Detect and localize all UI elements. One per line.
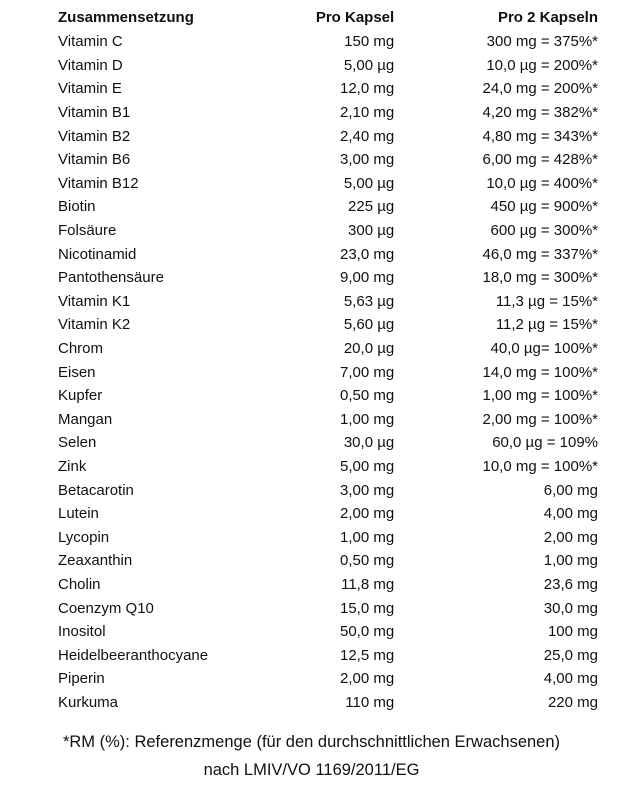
ingredient-name: Pantothensäure [58, 269, 164, 287]
ingredient-name: Cholin [58, 575, 101, 593]
nutrition-table-container [58, 4, 598, 714]
table-row [58, 172, 598, 196]
amount-per-capsule: 150 mg [344, 33, 395, 51]
ingredient-name: Inositol [58, 623, 106, 641]
ingredient-name: Lycopin [58, 528, 110, 546]
table-row [58, 219, 598, 243]
ingredient-name: Mangan [58, 410, 113, 428]
table-body [58, 30, 598, 714]
footnote [0, 728, 623, 784]
amount-per-2-capsules: 14,0 mg = 100%* [482, 363, 598, 381]
table-row [58, 384, 598, 408]
amount-per-capsule: 2,10 mg [340, 104, 395, 122]
amount-per-2-capsules: 1,00 mg = 100%* [482, 387, 598, 405]
amount-per-capsule: 12,5 mg [340, 646, 395, 664]
ingredient-name: Vitamin E [58, 80, 122, 98]
amount-per-2-capsules: 450 µg = 900%* [490, 198, 598, 216]
amount-per-2-capsules: 11,3 µg = 15%* [495, 292, 598, 310]
column-header-per-2-capsules: Pro 2 Kapseln [497, 8, 598, 26]
table-row [58, 30, 598, 54]
table-row [58, 431, 598, 455]
ingredient-name: Vitamin B6 [58, 151, 131, 169]
amount-per-capsule: 5,00 mg [340, 457, 395, 475]
table-row [58, 313, 598, 337]
column-header-composition: Zusammensetzung [58, 8, 194, 26]
ingredient-name: Nicotinamid [58, 245, 137, 263]
footnote-line-2: nach LMIV/VO 1169/2011/EG [203, 761, 420, 779]
amount-per-capsule: 3,00 mg [340, 481, 395, 499]
table-row [58, 360, 598, 384]
ingredient-name: Piperin [58, 670, 105, 688]
table-row [58, 455, 598, 479]
column-header-per-capsule: Pro Kapsel [315, 8, 395, 26]
table-row [58, 478, 598, 502]
table-row [58, 525, 598, 549]
amount-per-capsule: 50,0 mg [340, 623, 395, 641]
ingredient-name: Eisen [58, 363, 96, 381]
amount-per-2-capsules: 220 mg [547, 693, 598, 711]
table-row [58, 549, 598, 573]
nutrition-table [58, 4, 598, 714]
ingredient-name: Vitamin C [58, 33, 123, 51]
ingredient-name: Vitamin B1 [58, 104, 131, 122]
amount-per-capsule: 1,00 mg [340, 410, 395, 428]
ingredient-name: Lutein [58, 505, 99, 523]
ingredient-name: Vitamin D [58, 56, 123, 74]
amount-per-2-capsules: 4,80 mg = 343%* [482, 127, 598, 145]
table-row [58, 242, 598, 266]
table-row [58, 643, 598, 667]
table-row [58, 290, 598, 314]
table-row [58, 266, 598, 290]
amount-per-2-capsules: 10,0 µg = 200%* [486, 56, 598, 74]
amount-per-capsule: 1,00 mg [340, 528, 395, 546]
amount-per-capsule: 5,60 µg [343, 316, 395, 334]
amount-per-2-capsules: 100 mg [547, 623, 598, 641]
amount-per-capsule: 11,8 mg [341, 575, 395, 593]
table-row [58, 573, 598, 597]
amount-per-capsule: 7,00 mg [340, 363, 395, 381]
table-row [58, 667, 598, 691]
table-row [58, 337, 598, 361]
ingredient-name: Betacarotin [58, 481, 134, 499]
amount-per-2-capsules: 10,0 µg = 400%* [486, 174, 598, 192]
amount-per-2-capsules: 600 µg = 300%* [490, 222, 598, 240]
amount-per-capsule: 5,00 µg [343, 174, 395, 192]
amount-per-capsule: 23,0 mg [340, 245, 395, 263]
amount-per-2-capsules: 6,00 mg = 428%* [482, 151, 598, 169]
amount-per-capsule: 2,40 mg [340, 127, 395, 145]
amount-per-2-capsules: 23,6 mg [543, 575, 598, 593]
table-row [58, 620, 598, 644]
amount-per-capsule: 5,00 µg [343, 56, 395, 74]
table-row [58, 691, 598, 715]
ingredient-name: Kurkuma [58, 693, 119, 711]
amount-per-2-capsules: 2,00 mg [543, 528, 598, 546]
amount-per-capsule: 300 µg [348, 222, 395, 240]
amount-per-2-capsules: 6,00 mg [543, 481, 598, 499]
amount-per-capsule: 5,63 µg [343, 292, 395, 310]
ingredient-name: Zeaxanthin [58, 552, 133, 570]
amount-per-capsule: 0,50 mg [340, 552, 395, 570]
amount-per-2-capsules: 1,00 mg [543, 552, 598, 570]
amount-per-2-capsules: 46,0 mg = 337%* [482, 245, 598, 263]
ingredient-name: Heidelbeeranthocyane [58, 646, 209, 664]
table-row [58, 101, 598, 125]
ingredient-name: Kupfer [58, 387, 103, 405]
amount-per-capsule: 20,0 µg [343, 340, 395, 358]
table-row [58, 502, 598, 526]
ingredient-name: Vitamin K1 [58, 292, 131, 310]
amount-per-capsule: 15,0 mg [340, 599, 395, 617]
ingredient-name: Biotin [58, 198, 96, 216]
table-row [58, 124, 598, 148]
amount-per-capsule: 2,00 mg [340, 670, 395, 688]
table-row [58, 54, 598, 78]
amount-per-2-capsules: 10,0 mg = 100%* [482, 457, 598, 475]
amount-per-capsule: 0,50 mg [340, 387, 395, 405]
amount-per-2-capsules: 30,0 mg [543, 599, 598, 617]
ingredient-name: Coenzym Q10 [58, 599, 154, 617]
ingredient-name: Folsäure [58, 222, 117, 240]
table-row [58, 148, 598, 172]
amount-per-2-capsules: 24,0 mg = 200%* [482, 80, 598, 98]
ingredient-name: Vitamin B2 [58, 127, 131, 145]
amount-per-capsule: 30,0 µg [343, 434, 395, 452]
table-row [58, 195, 598, 219]
amount-per-2-capsules: 2,00 mg = 100%* [482, 410, 598, 428]
table-row [58, 77, 598, 101]
amount-per-capsule: 110 mg [345, 693, 395, 711]
amount-per-2-capsules: 40,0 µg= 100%* [490, 340, 598, 358]
amount-per-2-capsules: 4,00 mg [543, 670, 598, 688]
amount-per-2-capsules: 4,00 mg [543, 505, 598, 523]
ingredient-name: Chrom [58, 340, 104, 358]
table-row [58, 408, 598, 432]
amount-per-2-capsules: 25,0 mg [543, 646, 598, 664]
amount-per-2-capsules: 300 mg = 375%* [486, 33, 598, 51]
amount-per-2-capsules: 18,0 mg = 300%* [482, 269, 598, 287]
ingredient-name: Zink [58, 457, 87, 475]
footnote-line-1: *RM (%): Referenzmenge (für den durchschnittlichen Erwachsenen) [62, 733, 561, 751]
ingredient-name: Vitamin K2 [58, 316, 131, 334]
amount-per-capsule: 225 µg [348, 198, 395, 216]
amount-per-2-capsules: 60,0 µg = 109% [492, 434, 598, 452]
table-header-row [58, 4, 598, 30]
table-row [58, 596, 598, 620]
amount-per-capsule: 9,00 mg [340, 269, 395, 287]
amount-per-capsule: 2,00 mg [340, 505, 395, 523]
ingredient-name: Vitamin B12 [58, 174, 139, 192]
amount-per-capsule: 3,00 mg [340, 151, 395, 169]
ingredient-name: Selen [58, 434, 97, 452]
amount-per-capsule: 12,0 mg [340, 80, 395, 98]
amount-per-2-capsules: 11,2 µg = 15%* [495, 316, 598, 334]
amount-per-2-capsules: 4,20 mg = 382%* [482, 104, 598, 122]
